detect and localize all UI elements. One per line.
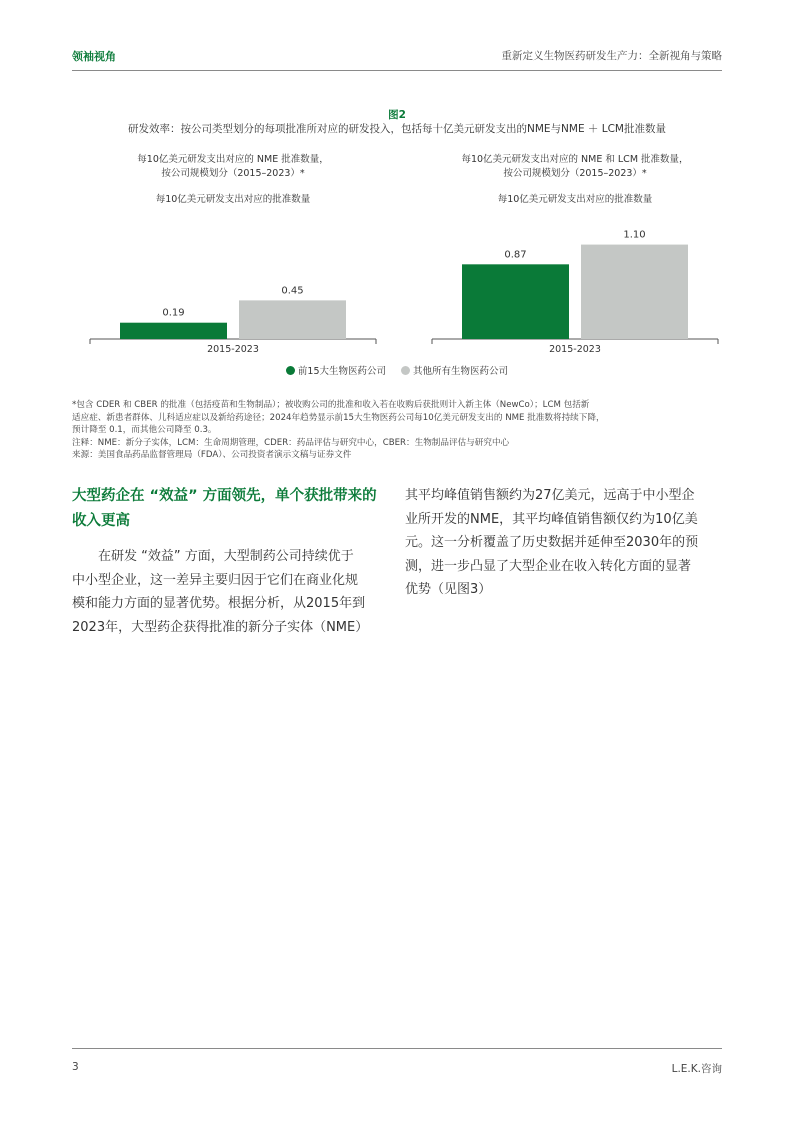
x-tick-label: 2015-2023: [549, 344, 601, 355]
note-line: 适应症、新患者群体、儿科适应症以及新给药途径；2024年趋势显示前15大生物医药公司每10亿美元研发支出的 NME 批准数将持续下降，: [72, 412, 605, 423]
legend-label: 前15大生物医药公司: [297, 366, 387, 377]
bar-top15: [462, 264, 569, 339]
paragraph-line: 在研发 “效益” 方面，大型制药公司持续优于: [72, 549, 354, 564]
note-line: *包含 CDER 和 CBER 的批准（包括疫苗和生物制品）；被收购公司的批准和收入若在收购后获批则计入新主体（NewCo）；LCM 包括新: [72, 400, 590, 410]
chart-title-line-1: 每10亿美元研发支出对应的 NME 和 LCM 批准数量，: [461, 154, 689, 165]
paragraph-line: 模和能力方面的显著优势。根据分析，从2015年到: [72, 596, 366, 611]
body-column-right: [405, 484, 727, 602]
footer-brand: L.E.K.咨询: [671, 1063, 722, 1075]
bar-others: [239, 300, 346, 339]
x-tick-label: 2015-2023: [207, 344, 259, 355]
header-divider: [72, 70, 722, 71]
bar-top15: [120, 323, 227, 339]
paragraph-line: 测，进一步凸显了大型企业在收入转化方面的显著: [405, 558, 692, 574]
page-number: 3: [72, 1061, 79, 1073]
body-column-left: [72, 545, 394, 639]
legend-swatch-gray: [401, 366, 410, 375]
figure-label: 图2: [388, 109, 406, 121]
chart-title: [430, 153, 720, 181]
paragraph-line: 业所开发的NME，其平均峰值销售额仅约为10亿美: [405, 511, 698, 527]
chart-title-line-2: 按公司规模划分（2015–2023）*: [503, 168, 647, 179]
data-label: 0.87: [504, 249, 527, 261]
note-line: 预计降至 0.1，而其他公司降至 0.3。: [72, 425, 217, 435]
paragraph-line: 其平均峰值销售额约为27亿美元，远高于中小型企: [405, 488, 695, 503]
chart-title-line-2: 按公司规模划分（2015–2023）*: [161, 168, 305, 179]
paragraph-line: 优势（见图3）: [405, 582, 492, 597]
bar-others: [581, 245, 688, 339]
paragraph-line: 2023年，大型药企获得批准的新分子实体（NME）: [72, 619, 369, 635]
bar-chart-nme-lcm: [430, 215, 720, 360]
legend-label: 其他所有生物医药公司: [413, 366, 509, 377]
legend-item-top15: [286, 363, 386, 377]
footer-divider: [72, 1048, 722, 1049]
chart-panel-nme: [88, 153, 378, 205]
data-label: 0.19: [162, 307, 185, 319]
chart-title-line-1: 每10亿美元研发支出对应的 NME 批准数量，: [137, 154, 329, 165]
chart-subtitle: 每10亿美元研发支出对应的批准数量: [155, 194, 311, 205]
section-heading: [72, 484, 392, 534]
figure-title: 研发效率：按公司类型划分的每项批准所对应的研发投入，包括每十亿美元研发支出的NME与NME ＋ LCM批准数量: [127, 123, 666, 135]
bar-chart-nme: [88, 215, 378, 360]
legend-swatch-green: [286, 366, 295, 375]
header-section-label: 领袖视角: [72, 50, 116, 63]
note-line: 注释：NME：新分子实体，LCM：生命周期管理，CDER：药品评估与研究中心，CBER：生物制品评估与研究中心: [72, 437, 510, 448]
legend-item-others: [401, 363, 508, 377]
data-label: 1.10: [623, 229, 646, 241]
paragraph-line: 元。这一分析覆盖了历史数据并延伸至2030年的预: [405, 535, 699, 550]
note-line: 来源：美国食品药品监督管理局（FDA）、公司投资者演示文稿与证券文件: [72, 450, 352, 460]
data-label: 0.45: [281, 285, 304, 297]
chart-title: [88, 153, 378, 181]
chart-subtitle: 每10亿美元研发支出对应的批准数量: [497, 194, 653, 205]
chart-panel-nme-lcm: [430, 153, 720, 205]
section-heading-line: 大型药企在 “效益” 方面领先，单个获批带来的: [72, 488, 377, 504]
paragraph-line: 中小型企业，这一差异主要归因于它们在商业化规: [72, 572, 359, 588]
header-report-title: 重新定义生物医药研发生产力：全新视角与策略: [501, 50, 722, 62]
section-heading-line: 收入更高: [72, 513, 130, 529]
figure-notes: [72, 399, 722, 462]
chart-legend: [0, 363, 794, 377]
